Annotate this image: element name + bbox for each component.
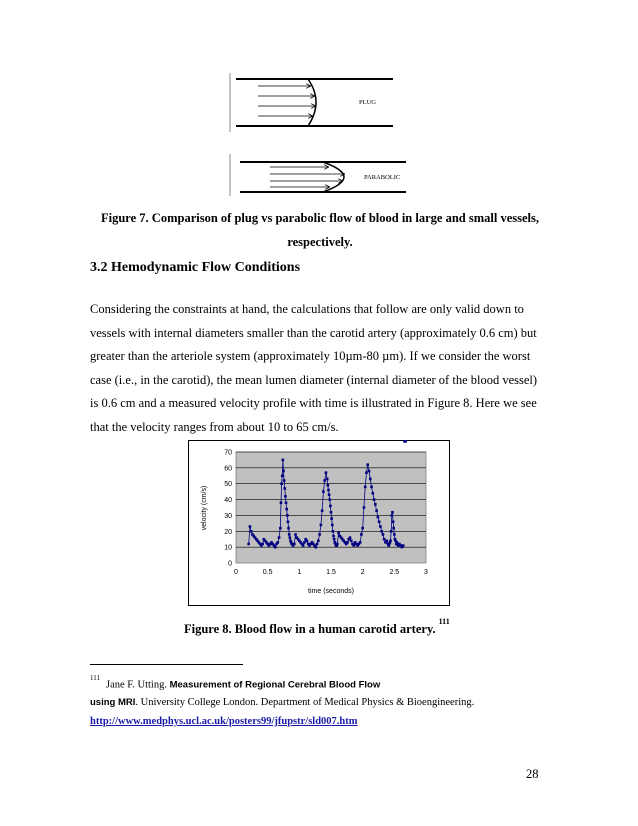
data-point [287,527,290,530]
data-point [360,533,363,536]
data-point [283,479,286,482]
data-point [315,546,318,549]
data-point [328,498,331,501]
y-tick-label: 0 [228,560,232,568]
data-point [287,520,290,523]
data-point [331,524,334,527]
data-point [274,546,277,549]
data-point [318,533,321,536]
data-point [369,478,372,481]
data-point [282,459,285,462]
data-point [337,532,340,535]
page-number: 28 [526,767,539,781]
data-point [279,527,282,530]
x-tick-label: 3 [424,569,428,576]
x-tick-label: 2.5 [389,569,400,576]
y-tick-label: 20 [224,528,232,536]
paragraph-line: vessels with internal diameters smaller than the carotid artery (approximately 0.6 cm) but [90,325,537,340]
data-point [332,530,335,533]
data-point [402,544,405,547]
figure7-diagram [228,70,418,196]
data-point [329,505,332,508]
data-point [332,535,335,538]
parabolic-label: PARABOLIC [364,174,401,181]
data-point [385,540,388,543]
data-point [247,543,250,546]
section-heading: 3.2 Hemodynamic Flow Conditions [90,260,301,275]
data-point [280,501,283,504]
velocity-chart [188,440,450,606]
data-point [392,527,395,530]
data-point [377,516,380,519]
footnote-line2 [90,697,474,708]
body-paragraph [90,298,550,439]
data-point [322,490,325,493]
data-point [372,492,375,495]
data-point [364,486,367,489]
data-point [374,503,377,506]
data-point [370,486,373,489]
data-point [349,536,352,539]
data-point [286,514,289,517]
data-point [278,536,281,539]
data-point [302,544,305,547]
data-point [306,540,309,543]
data-point [336,543,339,546]
data-point [326,478,329,481]
footnote-divider [90,664,243,665]
data-point [375,509,378,512]
figure7-caption-line1: Figure 7. Comparison of plug vs parabolic flow of blood in large and small vessels, [101,211,539,225]
y-axis-label: velocity (cm/s) [201,485,208,531]
data-point [346,541,349,544]
data-point [353,544,356,547]
plug-label: PLUG [359,99,376,106]
figure8-caption-text: Figure 8. Blood flow in a human carotid artery. [184,622,436,637]
data-point [316,543,319,546]
footnote-number: 111 [90,674,100,682]
footnote-title-part2: using MRI [90,697,136,708]
paragraph-line: Considering the constraints at hand, the calculations that follow are only valid down to [90,302,524,316]
data-point [380,530,383,533]
data-point [330,517,333,520]
data-point [383,538,386,541]
footnote-rest: . University College London. Department of Medical Physics & Bioengineering. [135,697,475,708]
x-axis-label: time (seconds) [308,588,354,595]
footnote-line1 [90,674,381,691]
paragraph-line: greater than the arteriole system (approximately 10µm-80 µm). If we consider the worst [90,349,531,363]
data-point [283,487,286,490]
data-point [390,530,393,533]
figure7-caption [90,206,550,254]
y-tick-label: 70 [224,449,232,457]
x-tick-label: 0.5 [262,569,273,576]
data-point [379,525,382,528]
data-point [373,498,376,501]
data-point [250,530,253,533]
data-point [285,501,288,504]
data-point [289,536,292,539]
data-point [303,541,306,544]
data-point [363,506,366,509]
footnote-url-link[interactable]: http://www.medphys.ucl.ac.uk/posters99/jfupstr/sld007.htm [90,716,358,727]
data-point [294,533,297,536]
data-point [330,511,333,514]
data-point [366,463,369,466]
data-point [321,509,324,512]
data-point [368,470,371,473]
data-point [327,484,330,487]
x-tick-label: 1 [297,569,302,576]
data-point [277,541,280,544]
data-point [317,540,320,543]
data-point [392,520,395,523]
data-point [359,541,362,544]
data-point [261,543,264,546]
footnote-title-part1: Measurement of Regional Cerebral Blood Flow [169,679,381,691]
data-point [361,527,364,530]
x-tick-label: 2 [360,569,365,576]
paragraph-line: is 0.6 cm and a measured velocity profile with time is illustrated in Figure 8. Here we see [90,396,537,410]
paragraph-line: case (i.e., in the carotid), the mean lumen diameter (internal diameter of the blood vessel) [90,372,538,387]
data-point [280,482,283,485]
data-point [249,525,252,528]
y-tick-label: 30 [224,512,232,520]
data-point [293,543,296,546]
data-point [391,511,394,514]
footnote-ref[interactable]: 111 [438,617,450,626]
data-point [350,540,353,543]
y-tick-label: 40 [224,497,232,505]
y-tick-label: 10 [224,544,232,552]
plug-flow-diagram [230,73,393,132]
data-point [325,471,328,474]
data-point [404,440,407,443]
data-point [365,471,368,474]
y-tick-label: 50 [224,481,232,489]
data-point [281,474,284,477]
data-point [282,470,285,473]
x-tick-label: 0 [234,569,238,576]
figure8-caption [184,617,450,637]
data-point [391,514,394,517]
data-point [378,520,381,523]
data-point [285,508,288,511]
data-point [323,479,326,482]
data-point [320,524,323,527]
data-point [328,494,331,497]
footnote-author: Jane F. Utting. [105,679,167,691]
x-tick-label: 1.5 [326,569,336,576]
data-point [389,540,392,543]
y-tick-label: 60 [224,465,232,473]
figure7-caption-line2: respectively. [287,235,353,249]
paragraph-line: that the velocity ranges from about 10 to 65 cm/s. [90,419,339,434]
data-point [382,533,385,536]
data-point [327,489,330,492]
parabolic-flow-diagram [230,154,406,196]
data-point [284,495,287,498]
data-point [393,533,396,536]
data-point [288,533,291,536]
data-point [333,538,336,541]
